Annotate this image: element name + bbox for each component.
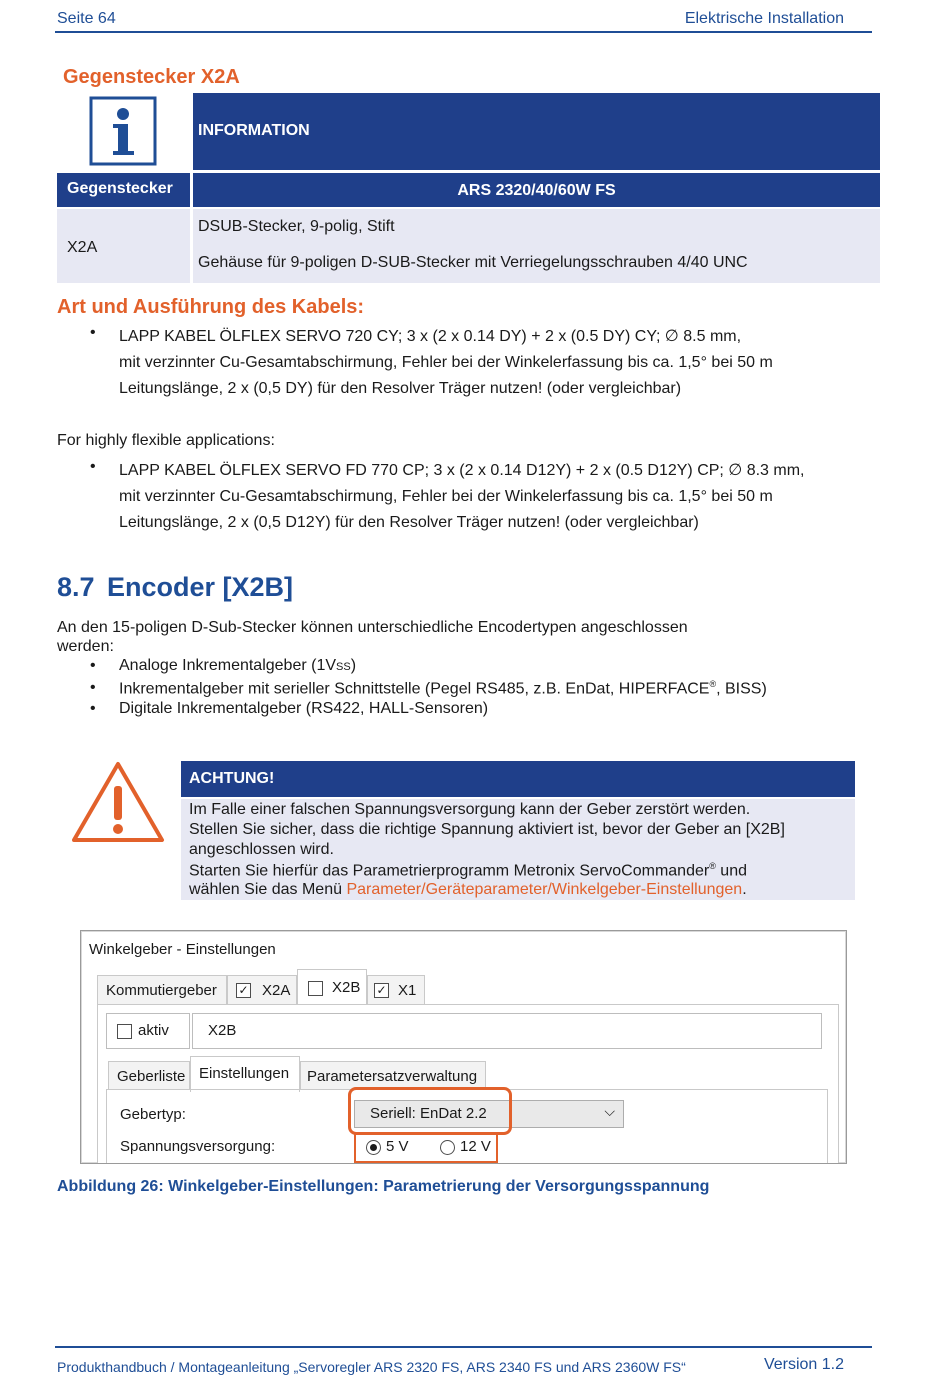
subtab-geberliste[interactable]: Geberliste — [108, 1061, 190, 1090]
window-title: Winkelgeber - Einstellungen — [89, 941, 276, 958]
tab-x2b[interactable]: X2B — [297, 969, 367, 1005]
info-table-title: INFORMATION — [193, 93, 880, 170]
table-header-device: ARS 2320/40/60W FS — [193, 173, 880, 207]
description-line: DSUB-Stecker, 9-polig, Stift — [198, 218, 395, 235]
chapter-title: Elektrische Installation — [684, 10, 844, 27]
table-header-connector: Gegenstecker — [57, 173, 190, 207]
section-heading-x2a: Gegenstecker X2A — [63, 66, 240, 88]
footer-rule — [55, 1346, 872, 1348]
radio-12v[interactable] — [440, 1140, 455, 1155]
warning-triangle-icon — [70, 760, 166, 844]
flex-intro: For highly flexible applications: — [57, 432, 275, 449]
checkbox-x2b[interactable] — [308, 981, 323, 996]
description-line: Gehäuse für 9-poligen D-SUB-Stecker mit Verriegelungsschrauben 4/40 UNC — [198, 254, 748, 271]
checkbox-x2a[interactable]: ✓ — [236, 983, 251, 998]
warning-body: Im Falle einer falschen Spannungsversorgung kann der Geber zerstört werden. Stellen Sie sicher, dass die richtige Spannung aktiviert ist, bevor der Geber an [X2B] angeschlossen wird. Starten Sie hierfür das Parametrierprogramm Metronix ServoCommander® und wählen Sie das Menü Parameter/Geräteparameter/Winkelgeber-Einstellungen. — [181, 799, 855, 900]
spannung-label: Spannungsversorgung: — [120, 1138, 276, 1155]
section-title: Encoder [X2B] — [107, 572, 294, 602]
cable-bullet-standard: LAPP KABEL ÖLFLEX SERVO 720 CY; 3 x (2 x 0.14 DY) + 2 x (0.5 DY) CY; ∅ 8.5 mm, mit verzinnter Cu-Gesamtabschirmung, Fehler bei der Winkelerfassung bis ca. 1,5° bei 50 m Leitungslänge, 2 x (0,5 DY) für den Resolver Träger nutzen! (oder vergleichbar) — [119, 328, 773, 397]
subtab-parametersatzverwaltung[interactable]: Parametersatzverwaltung — [300, 1061, 486, 1090]
active-checkbox[interactable] — [117, 1024, 132, 1039]
section-number: 8.7 — [57, 572, 95, 602]
tab-x2a[interactable]: ✓ X2A — [227, 975, 297, 1004]
subtab-einstellungen[interactable]: Einstellungen — [190, 1056, 300, 1092]
checkbox-x1[interactable]: ✓ — [374, 983, 389, 998]
cable-bullet-flexible: LAPP KABEL ÖLFLEX SERVO FD 770 CP; 3 x (2 x 0.14 D12Y) + 2 x (0.5 D12Y) CP; ∅ 8.3 mm, mit verzinnter Cu-Gesamtabschirmung, Fehler bei der Winkelerfassung bis ca. 1,5° bei 50 m Leitungslänge, 2 x (0,5 D12Y) für den Resolver Träger nutzen! (oder vergleichbar) — [119, 462, 805, 531]
footer-version: Version 1.2 — [763, 1356, 844, 1373]
section-heading-cable: Art und Ausführung des Kabels: — [57, 296, 365, 318]
bullet-icon: • — [90, 700, 96, 717]
menu-path-link[interactable]: Parameter/Geräteparameter/Winkelgeber-Einstellungen — [346, 881, 743, 898]
encoder-type-item: Inkrementalgeber mit serieller Schnittstelle (Pegel RS485, z.B. EnDat, HIPERFACE®, BISS) — [119, 679, 767, 698]
gebertyp-select[interactable]: Seriell: EnDat 2.2 ⌵ — [354, 1100, 624, 1128]
radio-5v[interactable] — [366, 1140, 381, 1155]
footer-document: Produkthandbuch / Montageanleitung „Servoregler ARS 2320 FS, ARS 2340 FS und ARS 2360W FS“ — [57, 1359, 686, 1375]
bullet-icon: • — [90, 458, 96, 475]
header-rule — [55, 31, 872, 33]
gebertyp-label: Gebertyp: — [120, 1106, 186, 1123]
encoder-intro: An den 15-poligen D-Sub-Stecker können unterschiedliche Encodertypen angeschlossen werden: — [57, 619, 688, 655]
table-cell-connector: X2A — [57, 209, 190, 283]
tab-panel-x2b — [97, 1004, 839, 1164]
bullet-icon: • — [90, 679, 96, 696]
tab-x1[interactable]: ✓ X1 — [367, 975, 425, 1004]
info-icon — [57, 93, 190, 171]
active-field: aktiv — [106, 1013, 190, 1049]
highlight-gebertyp — [348, 1087, 512, 1135]
chevron-down-icon: ⌵ — [604, 1103, 615, 1119]
encoder-type-item: Analoge Inkrementalgeber (1VSS) — [119, 657, 357, 674]
voltage-radio-group: 5 V 12 V — [354, 1132, 498, 1163]
figure-caption: Abbildung 26: Winkelgeber-Einstellungen: Parametrierung der Versorgungsspannung — [57, 1178, 710, 1195]
encoder-type-item: Digitale Inkrementalgeber (RS422, HALL-Sensoren) — [119, 700, 489, 717]
page-number: Seite 64 — [57, 10, 116, 27]
settings-dialog-screenshot — [80, 930, 847, 1164]
bullet-icon: • — [90, 657, 96, 674]
table-cell-description — [193, 209, 880, 283]
warning-title: ACHTUNG! — [181, 761, 855, 797]
bullet-icon: • — [90, 324, 96, 341]
encoder-name-field[interactable]: X2B — [192, 1013, 822, 1049]
tab-kommutiergeber[interactable]: Kommutiergeber — [97, 975, 227, 1004]
